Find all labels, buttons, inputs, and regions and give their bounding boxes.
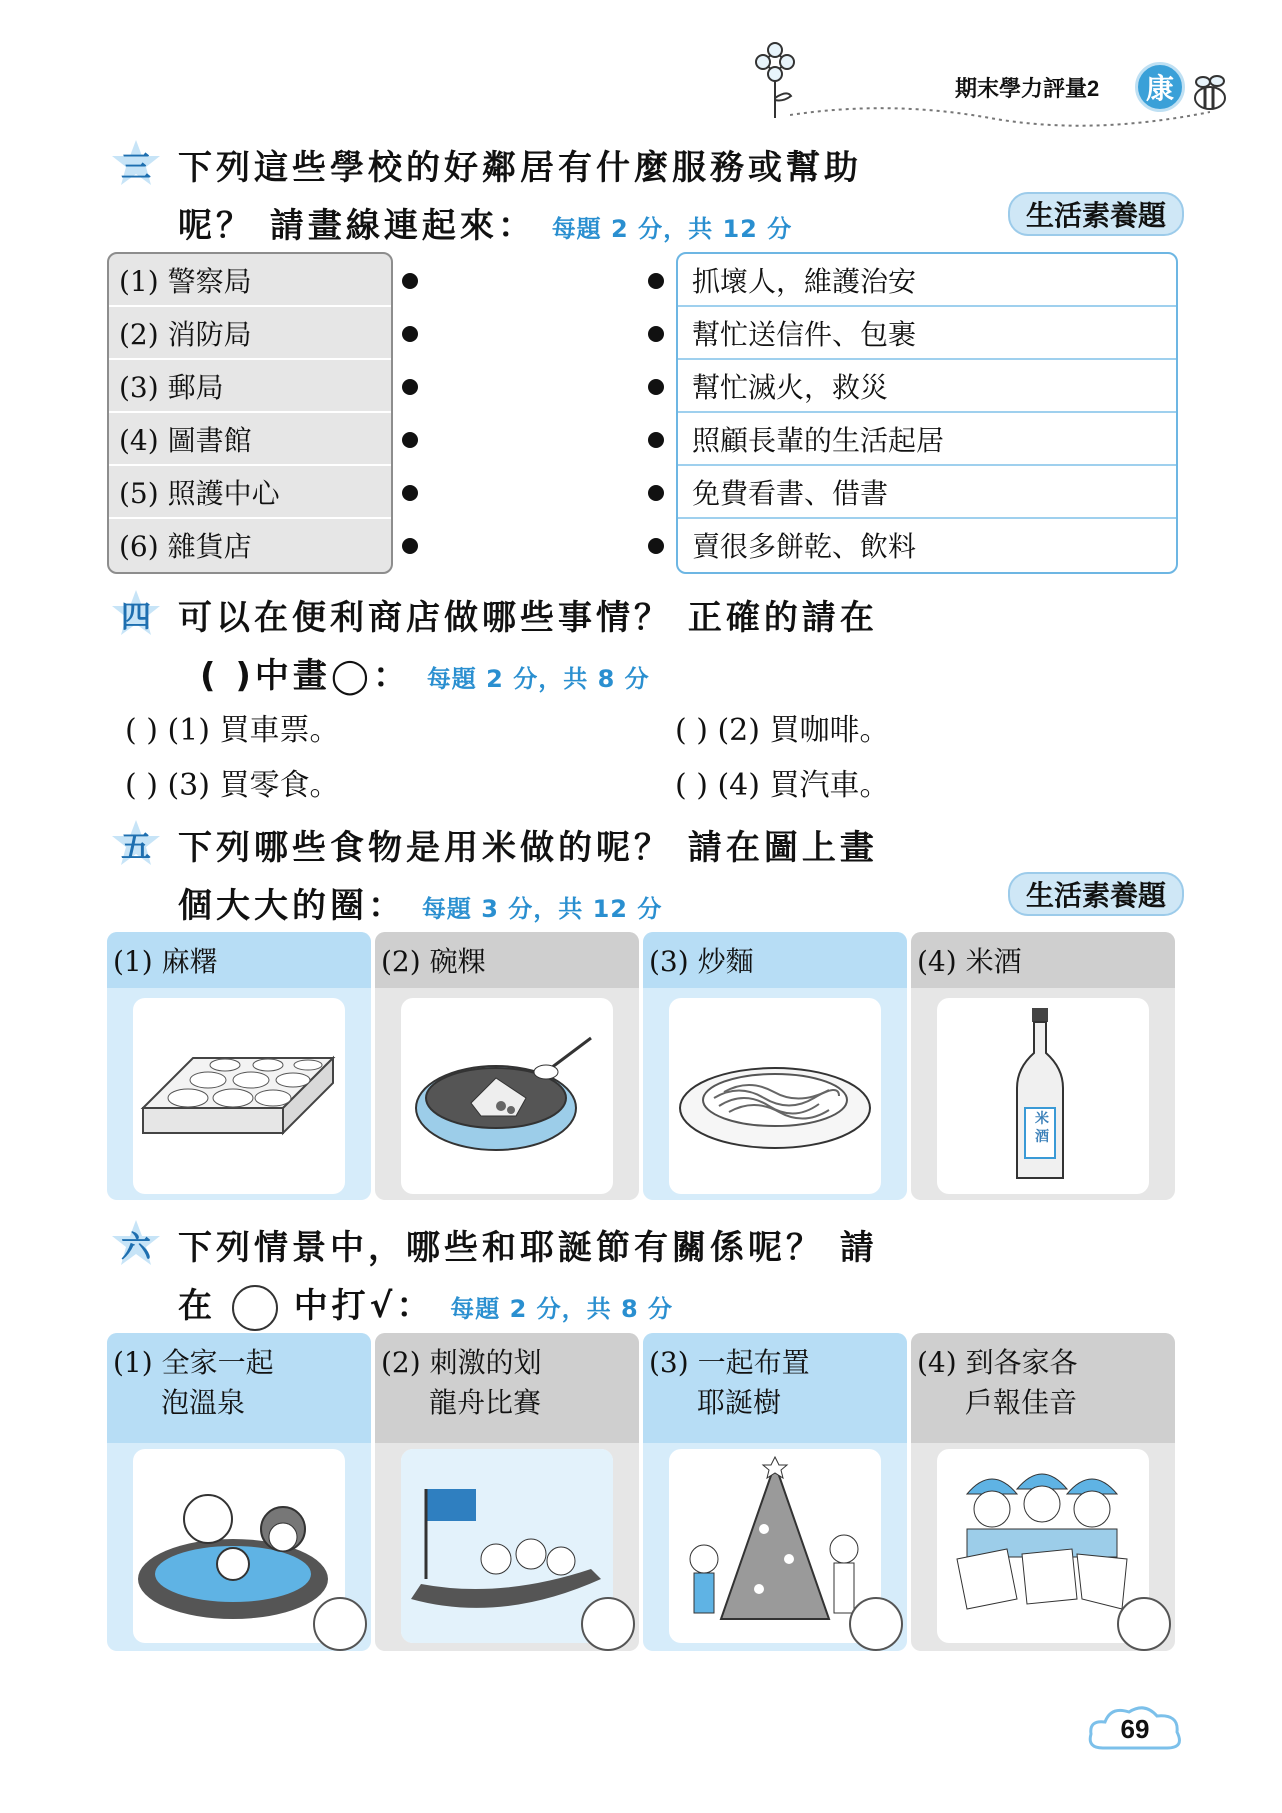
literacy-tag: 生活素養題: [1008, 872, 1184, 916]
page-title: 期末學力評量2: [955, 76, 1100, 101]
dragon-boat-image: [401, 1449, 613, 1643]
question-3-line1: 下列這些學校的好鄰居有什麼服務或幫助: [178, 148, 862, 188]
question-6-line2-suffix: 中打√：: [293, 1286, 435, 1326]
option-2[interactable]: ( ) (2) 買咖啡。: [675, 713, 890, 748]
option-4[interactable]: ( ) (4) 買汽車。: [675, 768, 890, 803]
right-item-3: 幫忙滅火，救災: [678, 360, 1176, 413]
question-5-line2: [178, 878, 662, 927]
dragon-boat-icon: [401, 1449, 613, 1643]
scene-label-1: (1) 全家一起 泡溫泉: [107, 1333, 371, 1443]
answer-circle-2[interactable]: [581, 1597, 635, 1651]
left-item-4: (4) 圖書館: [109, 413, 391, 466]
page-number: 69: [1085, 1700, 1185, 1758]
scene-label-3: (3) 一起布置 耶誕樹: [643, 1333, 907, 1443]
christmas-tree-icon: [669, 1449, 881, 1643]
question-6-score: 每題 2 分，共 8 分: [450, 1295, 674, 1323]
food-label-3: (3) 炒麵: [643, 932, 907, 988]
question-3-line2-text: 呢？ 請畫線連起來：: [178, 206, 536, 246]
scene-card-4: [911, 1333, 1175, 1651]
question-6-number: 六: [110, 1218, 162, 1270]
question-4-line2: [200, 648, 650, 697]
left-dot-6[interactable]: [402, 538, 418, 554]
food-card-2[interactable]: [375, 932, 639, 1200]
services-left-list: [107, 252, 393, 574]
literacy-tag: 生活素養題: [1008, 192, 1184, 236]
bowl-icon: [401, 998, 613, 1194]
question-3-score: 每題 2 分，共 12 分: [551, 215, 793, 243]
carolers-icon: [937, 1449, 1149, 1643]
bee-icon: [1185, 70, 1235, 120]
answer-circle-sample: [232, 1285, 278, 1331]
publisher-badge: 康: [1135, 62, 1185, 112]
question-4-line1: 可以在便利商店做哪些事情？ 正確的請在: [178, 598, 878, 638]
question-3-number: 三: [110, 138, 162, 190]
rice-wine-image: [937, 998, 1149, 1194]
food-label-2: (2) 碗粿: [375, 932, 639, 988]
option-1[interactable]: ( ) (1) 買車票。: [125, 713, 340, 748]
right-item-1: 抓壞人，維護治安: [678, 254, 1176, 307]
noodles-icon: [669, 998, 881, 1194]
rice-cake-bowl-image: [401, 998, 613, 1194]
mochi-box-image: [133, 998, 345, 1194]
question-5-number: 五: [110, 818, 162, 870]
left-dot-2[interactable]: [402, 326, 418, 342]
right-dot-1[interactable]: [648, 273, 664, 289]
left-item-1: (1) 警察局: [109, 254, 391, 307]
answer-circle-4[interactable]: [1117, 1597, 1171, 1651]
right-dot-4[interactable]: [648, 432, 664, 448]
bottle-icon: [937, 998, 1149, 1194]
right-item-5: 免費看書、借書: [678, 466, 1176, 519]
carolers-image: [937, 1449, 1149, 1643]
left-dot-1[interactable]: [402, 273, 418, 289]
right-item-4: 照顧長輩的生活起居: [678, 413, 1176, 466]
question-3-line2: [178, 198, 792, 247]
left-dot-3[interactable]: [402, 379, 418, 395]
food-card-1[interactable]: [107, 932, 371, 1200]
right-dot-3[interactable]: [648, 379, 664, 395]
right-dot-6[interactable]: [648, 538, 664, 554]
left-item-6: (6) 雜貨店: [119, 529, 252, 563]
christmas-tree-image: [669, 1449, 881, 1643]
left-item-2: (2) 消防局: [109, 307, 391, 360]
bottle-label: 米酒: [1035, 1111, 1049, 1145]
option-3[interactable]: ( ) (3) 買零食。: [125, 768, 340, 803]
scene-label-4: (4) 到各家各 戶報佳音: [911, 1333, 1175, 1443]
right-item-2: 幫忙送信件、包裹: [678, 307, 1176, 360]
question-4-line2-text: ( )中畫◯：: [200, 656, 411, 696]
fried-noodles-image: [669, 998, 881, 1194]
question-6-line1: 下列情景中，哪些和耶誕節有關係呢？ 請: [178, 1228, 878, 1268]
food-card-4[interactable]: [911, 932, 1175, 1200]
answer-circle-3[interactable]: [849, 1597, 903, 1651]
right-dot-2[interactable]: [648, 326, 664, 342]
services-right-list: [676, 252, 1178, 574]
page-header: [730, 40, 1260, 130]
scene-card-1: [107, 1333, 371, 1651]
food-label-4: (4) 米酒: [911, 932, 1175, 988]
question-5-line1: 下列哪些食物是用米做的呢？ 請在圖上畫: [178, 828, 878, 868]
question-5-line2-text: 個大大的圈：: [178, 886, 406, 926]
question-6-line2-prefix: 在: [178, 1286, 216, 1326]
right-dot-5[interactable]: [648, 485, 664, 501]
question-5-score: 每題 3 分，共 12 分: [421, 895, 663, 923]
scene-card-2: [375, 1333, 639, 1651]
question-6-line2: [178, 1278, 673, 1331]
question-4-score: 每題 2 分，共 8 分: [426, 665, 650, 693]
food-label-1: (1) 麻糬: [107, 932, 371, 988]
hot-spring-image: [133, 1449, 345, 1643]
left-dot-5[interactable]: [402, 485, 418, 501]
right-item-6: 賣很多餅乾、飲料: [692, 529, 917, 563]
mochi-icon: [133, 998, 345, 1194]
left-item-5: (5) 照護中心: [109, 466, 391, 519]
scene-label-2: (2) 刺激的划 龍舟比賽: [375, 1333, 639, 1443]
left-dot-4[interactable]: [402, 432, 418, 448]
left-item-3: (3) 郵局: [109, 360, 391, 413]
question-4-number: 四: [110, 588, 162, 640]
answer-circle-1[interactable]: [313, 1597, 367, 1651]
scene-card-3: [643, 1333, 907, 1651]
hot-spring-icon: [133, 1449, 345, 1643]
food-card-3[interactable]: [643, 932, 907, 1200]
